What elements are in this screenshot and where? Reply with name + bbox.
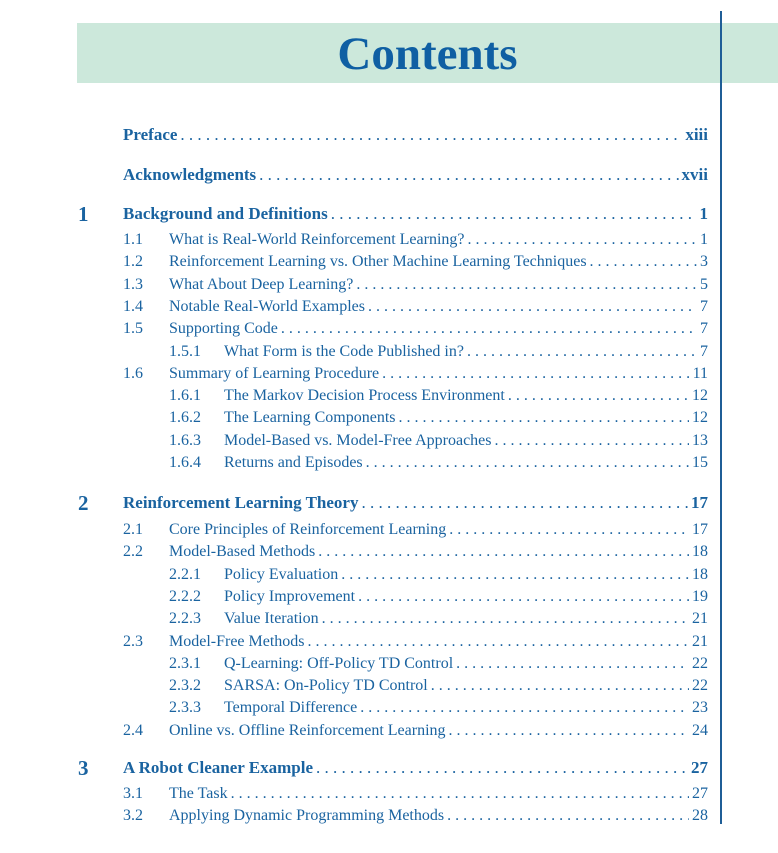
section-number: 1.6 bbox=[123, 365, 143, 382]
section-number: 1.6.2 bbox=[169, 409, 201, 426]
toc-subsection-item[interactable] bbox=[224, 342, 708, 362]
toc-entry-page: 13 bbox=[692, 432, 708, 449]
toc-entry-title: Model-Based vs. Model-Free Approaches bbox=[224, 432, 492, 449]
dot-leader bbox=[316, 758, 688, 778]
toc-entry-title: Model-Free Methods bbox=[169, 633, 305, 650]
toc-entry-title: Value Iteration bbox=[224, 610, 319, 627]
toc-entry-page: 22 bbox=[692, 655, 708, 672]
toc-section-item[interactable] bbox=[169, 520, 708, 540]
toc-subsection-item[interactable] bbox=[224, 431, 708, 451]
toc-subsection-item[interactable] bbox=[224, 453, 708, 473]
section-number: 1.5 bbox=[123, 320, 143, 337]
toc-section-item[interactable] bbox=[169, 319, 708, 339]
toc-section-item[interactable] bbox=[169, 542, 708, 562]
toc-entry-page: 11 bbox=[692, 365, 708, 382]
section-number: 2.2.3 bbox=[169, 610, 201, 627]
toc-entry-page: xiii bbox=[685, 125, 708, 144]
toc-entry-page: 23 bbox=[692, 699, 708, 716]
section-number: 1.2 bbox=[123, 253, 143, 270]
toc-entry-title: Online vs. Offline Reinforcement Learning bbox=[169, 722, 446, 739]
dot-leader bbox=[180, 125, 682, 145]
section-number: 2.2.2 bbox=[169, 588, 201, 605]
toc-entry-title: Summary of Learning Procedure bbox=[169, 365, 380, 382]
toc-subsection-item[interactable] bbox=[224, 698, 708, 718]
toc-chapter-item[interactable] bbox=[123, 758, 708, 778]
chapter-number: 1 bbox=[78, 202, 89, 226]
toc-entry-title: Returns and Episodes bbox=[224, 454, 363, 471]
toc-entry-title: What Form is the Code Published in? bbox=[224, 343, 464, 360]
dot-leader bbox=[360, 698, 689, 718]
section-number: 1.6.3 bbox=[169, 432, 201, 449]
toc-entry-title: Notable Real-World Examples bbox=[169, 298, 365, 315]
chapter-number: 3 bbox=[78, 756, 89, 780]
toc-entry-page: 22 bbox=[692, 677, 708, 694]
toc-entry-page: 7 bbox=[700, 343, 708, 360]
toc-entry-page: 24 bbox=[692, 722, 708, 739]
toc-entry-page: 28 bbox=[692, 807, 708, 824]
toc-section-item[interactable] bbox=[169, 297, 708, 317]
dot-leader bbox=[358, 587, 689, 607]
toc-entry-page: 17 bbox=[691, 493, 708, 512]
dot-leader bbox=[341, 565, 689, 585]
toc-entry-page: 7 bbox=[700, 320, 708, 337]
toc-section-item[interactable] bbox=[169, 364, 708, 384]
dot-leader bbox=[447, 806, 689, 826]
toc-entry-title: Acknowledgments bbox=[123, 165, 257, 184]
dot-leader bbox=[467, 342, 697, 362]
section-number: 3.2 bbox=[123, 807, 143, 824]
toc-entry-page: xvii bbox=[681, 165, 708, 184]
toc-entry-title: Policy Evaluation bbox=[224, 566, 339, 583]
toc-chapter-item[interactable] bbox=[123, 204, 708, 224]
toc-entry-page: 17 bbox=[692, 521, 708, 538]
dot-leader bbox=[281, 319, 697, 339]
toc-entry-title: Reinforcement Learning vs. Other Machine Learning Techniques bbox=[169, 253, 587, 270]
toc-entry-title: Core Principles of Reinforcement Learning bbox=[169, 521, 447, 538]
dot-leader bbox=[590, 252, 697, 272]
section-number: 3.1 bbox=[123, 785, 143, 802]
section-number: 2.3 bbox=[123, 633, 143, 650]
section-number: 2.2 bbox=[123, 543, 143, 560]
dot-leader bbox=[449, 520, 689, 540]
dot-leader bbox=[318, 542, 689, 562]
dot-leader bbox=[449, 721, 689, 741]
toc-entry-title: Temporal Difference bbox=[224, 699, 358, 716]
toc-entry-title: Reinforcement Learning Theory bbox=[123, 493, 359, 512]
toc-subsection-item[interactable] bbox=[224, 676, 708, 696]
toc-entry-page: 18 bbox=[692, 543, 708, 560]
page-title: Contents bbox=[337, 28, 518, 80]
dot-leader bbox=[399, 408, 689, 428]
dot-leader bbox=[456, 654, 689, 674]
toc-section-item[interactable] bbox=[169, 721, 708, 741]
toc-entry-title: What About Deep Learning? bbox=[169, 276, 354, 293]
dot-leader bbox=[508, 386, 689, 406]
section-number: 2.1 bbox=[123, 521, 143, 538]
toc-entry-page: 21 bbox=[692, 610, 708, 627]
toc-entry-title: The Task bbox=[169, 785, 228, 802]
toc-front-matter-item[interactable] bbox=[123, 125, 708, 145]
section-number: 2.3.2 bbox=[169, 677, 201, 694]
toc-entry-page: 12 bbox=[692, 409, 708, 426]
dot-leader bbox=[331, 204, 697, 224]
toc-entry-page: 15 bbox=[692, 454, 708, 471]
toc-section-item[interactable] bbox=[169, 632, 708, 652]
toc-section-item[interactable] bbox=[169, 784, 708, 804]
toc-entry-page: 7 bbox=[700, 298, 708, 315]
toc-entry-title: SARSA: On-Policy TD Control bbox=[224, 677, 428, 694]
toc-section-item[interactable] bbox=[169, 806, 708, 826]
toc-entry-title: Q-Learning: Off-Policy TD Control bbox=[224, 655, 454, 672]
toc-subsection-item[interactable] bbox=[224, 654, 708, 674]
section-number: 2.3.3 bbox=[169, 699, 201, 716]
dot-leader bbox=[259, 165, 678, 185]
toc-entry-title: The Markov Decision Process Environment bbox=[224, 387, 505, 404]
toc-entry-title: Model-Based Methods bbox=[169, 543, 316, 560]
dot-leader bbox=[231, 784, 689, 804]
toc-entry-page: 27 bbox=[691, 758, 708, 777]
dot-leader bbox=[322, 609, 689, 629]
toc-entry-title: Preface bbox=[123, 125, 178, 144]
section-number: 2.3.1 bbox=[169, 655, 201, 672]
toc-entry-title: A Robot Cleaner Example bbox=[123, 758, 313, 777]
toc-front-matter-item[interactable] bbox=[123, 165, 708, 185]
section-number: 1.3 bbox=[123, 276, 143, 293]
dot-leader bbox=[495, 431, 690, 451]
toc-entry-title: What is Real-World Reinforcement Learning? bbox=[169, 231, 465, 248]
toc-chapter-item[interactable] bbox=[123, 493, 708, 513]
toc-entry-title: The Learning Components bbox=[224, 409, 396, 426]
toc-subsection-item[interactable] bbox=[224, 386, 708, 406]
section-number: 1.1 bbox=[123, 231, 143, 248]
toc-entry-page: 5 bbox=[700, 276, 708, 293]
toc-entry-page: 1 bbox=[700, 231, 708, 248]
toc-section-item[interactable] bbox=[169, 252, 708, 272]
section-number: 1.6.4 bbox=[169, 454, 201, 471]
toc-entry-page: 19 bbox=[692, 588, 708, 605]
toc-entry-page: 3 bbox=[700, 253, 708, 270]
toc-subsection-item[interactable] bbox=[224, 609, 708, 629]
dot-leader bbox=[366, 453, 689, 473]
toc-entry-title: Background and Definitions bbox=[123, 204, 328, 223]
dot-leader bbox=[431, 676, 689, 696]
section-number: 2.2.1 bbox=[169, 566, 201, 583]
dot-leader bbox=[467, 230, 697, 250]
toc-entry-page: 21 bbox=[692, 633, 708, 650]
dot-leader bbox=[308, 632, 689, 652]
toc-section-item[interactable] bbox=[169, 230, 708, 250]
dot-leader bbox=[361, 493, 688, 513]
section-number: 2.4 bbox=[123, 722, 143, 739]
section-number: 1.4 bbox=[123, 298, 143, 315]
section-number: 1.5.1 bbox=[169, 343, 201, 360]
dot-leader bbox=[368, 297, 697, 317]
toc-subsection-item[interactable] bbox=[224, 408, 708, 428]
toc-entry-title: Supporting Code bbox=[169, 320, 278, 337]
toc-entry-page: 1 bbox=[699, 204, 708, 223]
toc-entry-title: Policy Improvement bbox=[224, 588, 356, 605]
chapter-number: 2 bbox=[78, 491, 89, 515]
toc-subsection-item[interactable] bbox=[224, 587, 708, 607]
toc-section-item[interactable] bbox=[169, 275, 708, 295]
toc-entry-page: 27 bbox=[692, 785, 708, 802]
section-number: 1.6.1 bbox=[169, 387, 201, 404]
toc-entry-page: 18 bbox=[692, 566, 708, 583]
toc-entry-page: 12 bbox=[692, 387, 708, 404]
toc-subsection-item[interactable] bbox=[224, 565, 708, 585]
dot-leader bbox=[356, 275, 697, 295]
dot-leader bbox=[382, 364, 689, 384]
toc-entry-title: Applying Dynamic Programming Methods bbox=[169, 807, 445, 824]
